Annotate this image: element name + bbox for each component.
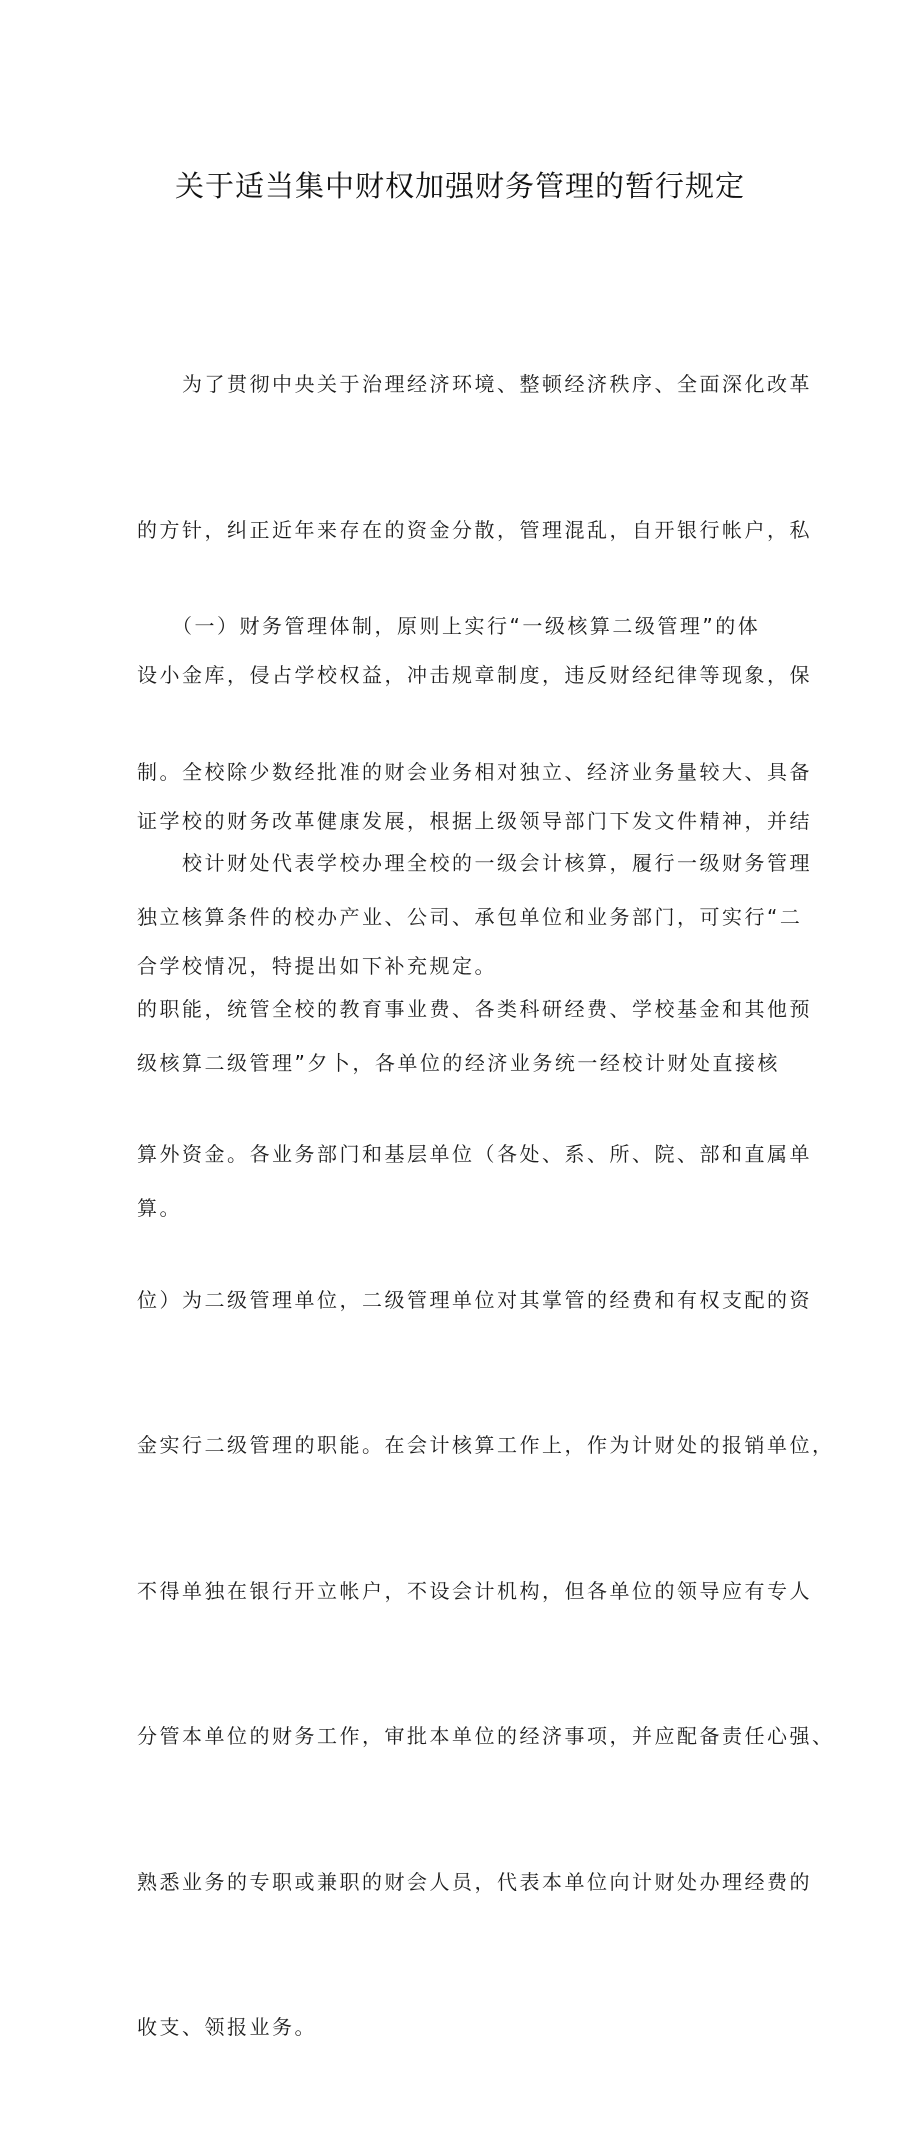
- paragraph-line: 的方针，纠正近年来存在的资金分散，管理混乱，自开银行帐户，私: [137, 517, 812, 542]
- paragraph-line: 制。全校除少数经批准的财会业务相对独立、经济业务量较大、具备: [137, 759, 812, 784]
- paragraph-line: 的职能，统管全校的教育事业费、各类科研经费、学校基金和其他预: [137, 996, 812, 1021]
- paragraph-line: 金实行二级管理的职能。在会计核算工作上，作为计财处的报销单位，: [137, 1433, 835, 1457]
- paragraph-line: 分管本单位的财务工作，审批本单位的经济事项，并应配备责任心强、: [137, 1724, 835, 1748]
- paragraph-line: 算外资金。各业务部门和基层单位（各处、系、所、院、部和直属单: [137, 1142, 812, 1166]
- paragraph-finance-office: [137, 742, 835, 2149]
- paragraph-line: 算。: [137, 1196, 182, 1220]
- document-title: 关于适当集中财权加强财务管理的暂行规定: [174, 169, 745, 203]
- paragraph-line: 熟悉业务的专职或兼职的财会人员，代表本单位向计财处办理经费的: [137, 1869, 812, 1894]
- paragraph-line: 位）为二级管理单位，二级管理单位对其掌管的经费和有权支配的资: [137, 1287, 812, 1312]
- paragraph-line: （一）财务管理体制，原则上实行“一级核算二级管理”的体: [137, 614, 761, 638]
- paragraph-line: 级核算二级管理”夕卜，各单位的经济业务统一经校计财处直接核: [137, 1050, 780, 1075]
- paragraph-line: 独立核算条件的校办产业、公司、承包单位和业务部门，可实行“二: [137, 905, 803, 929]
- paragraph-line: 收支、领报业务。: [137, 2015, 317, 2039]
- paragraph-line: 不得单独在银行开立帐户，不设会计机构，但各单位的领导应有专人: [137, 1578, 812, 1603]
- paragraph-line: 证学校的财务改革健康发展，根据上级领导部门下发文件精神，并结: [137, 808, 812, 833]
- paragraph-line: 合学校情况，特提出如下补充规定。: [137, 954, 497, 978]
- paragraph-line: 设小金库，侵占学校权益，冲击规章制度，违反财经纪律等现象，保: [137, 663, 812, 687]
- paragraph-line: 校计财处代表学校办理全校的一级会计核算，履行一级财务管理: [137, 851, 812, 875]
- paragraph-line: 为了贯彻中央关于治理经济环境、整顿经济秩序、全面深化改革: [137, 372, 812, 396]
